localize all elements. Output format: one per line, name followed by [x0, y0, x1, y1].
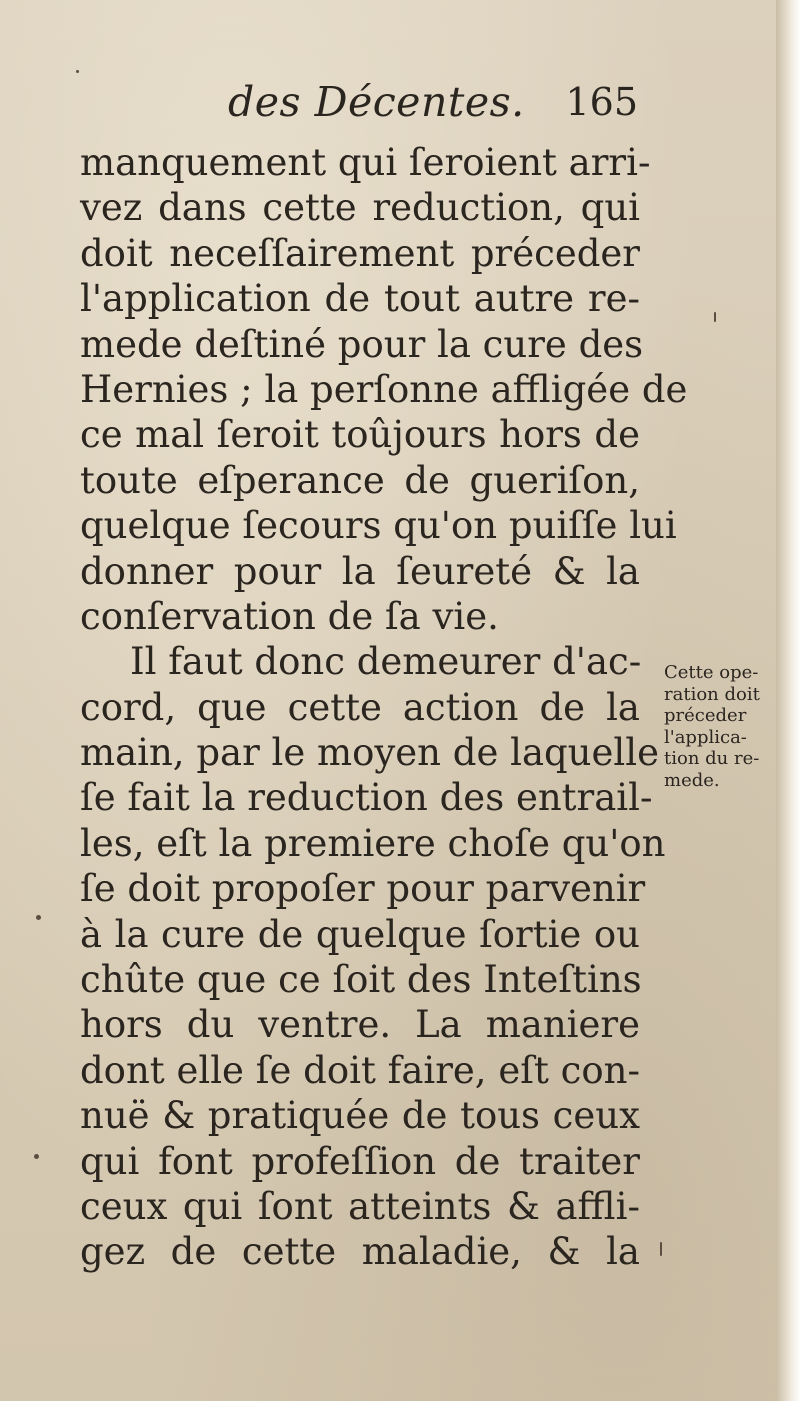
paper-speck — [714, 312, 716, 322]
text-line: Hernies ; la perſonne affligée de — [80, 367, 688, 411]
margin-note-line: préceder — [664, 705, 747, 726]
text-line: hors du ventre. La maniere — [80, 1003, 640, 1047]
margin-note — [664, 662, 774, 791]
margin-note-line: mede. — [664, 769, 720, 791]
page-edge — [776, 0, 800, 1401]
text-line: mede deſtiné pour la cure des — [80, 322, 644, 366]
text-line: qui font profeſſion de traiter — [80, 1139, 640, 1183]
text-line: chûte que ce ſoit des Inteſtins — [80, 958, 642, 1002]
text-line: l'application de tout autre re- — [80, 277, 640, 321]
margin-note-line: Cette ope- — [664, 662, 759, 683]
paper-speck — [660, 1242, 662, 1256]
text-line: doit neceſſairement préceder — [80, 231, 640, 275]
text-line: ceux qui ſont atteints & affli- — [80, 1184, 640, 1228]
paper-speck — [76, 70, 79, 73]
body-text — [80, 140, 688, 1275]
text-line: dont elle ſe doit faire, eſt con- — [80, 1048, 640, 1092]
text-line: toute eſperance de gueriſon, — [80, 458, 640, 502]
running-header — [228, 78, 638, 130]
text-line: à la cure de quelque ſortie ou — [80, 912, 640, 956]
paper-speck — [34, 1154, 39, 1159]
page-number: 165 — [565, 80, 638, 124]
text-line: ſe fait la reduction des entrail- — [80, 776, 653, 820]
text-line: ſe doit propoſer pour parvenir — [80, 867, 646, 911]
text-line: quelque ſecours qu'on puiſſe lui — [80, 504, 677, 548]
text-line: main, par le moyen de laquelle — [80, 731, 659, 775]
text-line: cord, que cette action de la — [80, 685, 640, 729]
text-line: donner pour la ſeureté & la — [80, 549, 640, 593]
paper-speck — [36, 915, 41, 920]
text-line: les, eſt la premiere choſe qu'on — [80, 821, 666, 865]
text-line: gez de cette maladie, & la — [80, 1230, 640, 1274]
text-line-paragraph-end: conſervation de ſa vie. — [80, 594, 499, 638]
text-line: manquement qui ſeroient arri- — [80, 141, 651, 184]
margin-note-line: tion du re- — [664, 748, 760, 769]
running-title: des Décentes. — [228, 78, 525, 126]
text-line-paragraph-start: Il faut donc demeurer d'ac- — [130, 640, 642, 684]
margin-note-line: l'applica- — [664, 726, 747, 748]
text-line: vez dans cette reduction, qui — [80, 186, 640, 230]
margin-note-line: ration doit — [664, 683, 760, 705]
text-line: nuë & pratiquée de tous ceux — [80, 1094, 640, 1138]
text-line: ce mal ſeroit toûjours hors de — [80, 413, 640, 457]
